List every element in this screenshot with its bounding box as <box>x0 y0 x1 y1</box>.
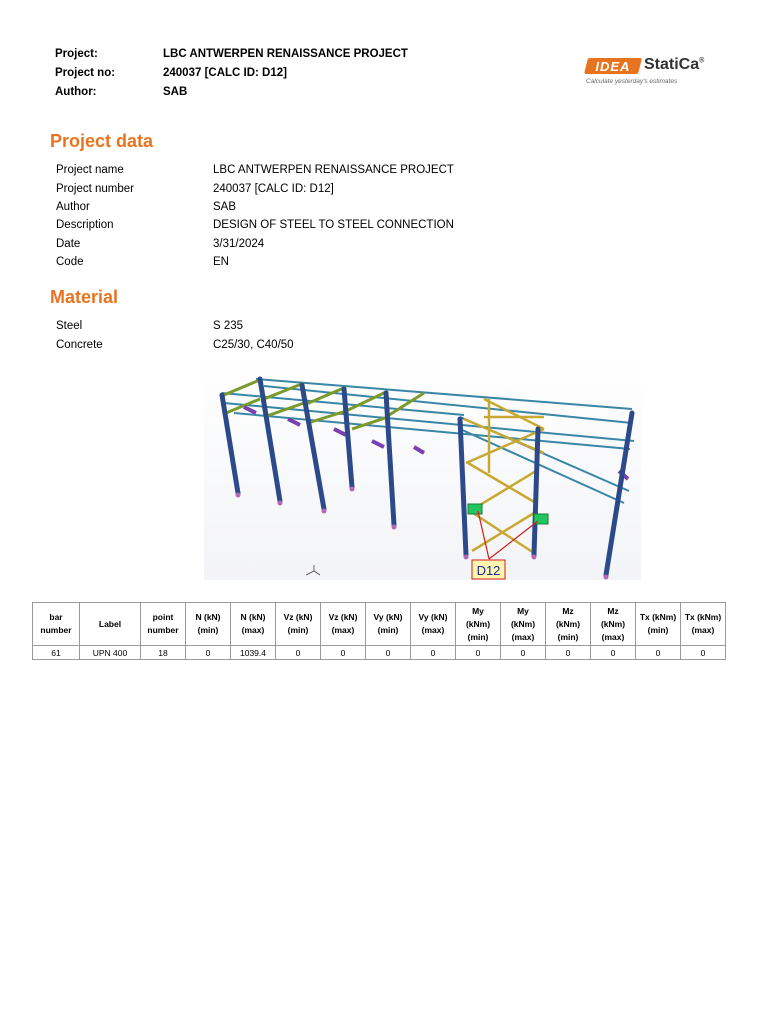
table-cell: 0 <box>636 646 681 660</box>
project-data-row <box>56 253 454 271</box>
connection-node <box>468 504 482 514</box>
header-line: Label <box>98 618 122 629</box>
row-value: C25/30, C40/50 <box>213 338 294 351</box>
logo-brand-box-text: IDEA <box>595 59 631 74</box>
project-data-row <box>56 198 454 216</box>
project-data-row <box>56 161 454 179</box>
column-header <box>546 603 591 646</box>
header-line: Mz <box>562 605 574 616</box>
row-value: EN <box>213 256 229 269</box>
logo-tagline: Calculate yesterday's estimates <box>586 78 678 85</box>
header-line: Vz (kN) <box>328 612 358 622</box>
row-value: LBC ANTWERPEN RENAISSANCE PROJECT <box>213 164 454 177</box>
header-line: (min) <box>557 631 579 642</box>
table-header-row <box>33 603 726 646</box>
header-line: (min) <box>287 625 309 635</box>
row-label: Date <box>56 237 81 250</box>
header-line: (max) <box>241 625 265 635</box>
header-line: (min) <box>467 631 489 642</box>
header-label: Project: <box>55 47 98 60</box>
header-line: (kNm) <box>600 618 626 629</box>
callout-label: D12 <box>476 563 501 578</box>
table-cell: 0 <box>276 646 321 660</box>
material-row <box>56 335 294 353</box>
table-cell: 0 <box>411 646 456 660</box>
yellow-braces <box>464 399 544 553</box>
row-value: SAB <box>213 200 237 213</box>
row-value: 240037 [CALC ID: D12] <box>213 182 334 195</box>
header-line: (kNm) <box>555 618 581 629</box>
internal-forces-table <box>32 602 726 660</box>
column-header <box>591 603 636 646</box>
header-line: Vy (kN) <box>373 612 403 622</box>
row-label: Code <box>56 256 84 269</box>
table-cell: 1039.4 <box>231 646 276 660</box>
header-line: (kNm) <box>510 618 536 629</box>
column-header <box>231 603 276 646</box>
idea-statica-logo <box>586 56 726 90</box>
column-header <box>321 603 366 646</box>
header-label: Project no: <box>55 66 116 79</box>
header-value: LBC ANTWERPEN RENAISSANCE PROJECT <box>163 47 408 60</box>
row-label: Project name <box>56 164 124 177</box>
header-line: bar <box>49 612 63 622</box>
steel-frame-3d-view <box>204 353 641 580</box>
table-cell: 0 <box>456 646 501 660</box>
material-title: Material <box>50 287 119 307</box>
header-line: number <box>40 625 72 635</box>
column-header <box>186 603 231 646</box>
project-data-row <box>56 235 454 253</box>
table-cell: 0 <box>186 646 231 660</box>
table-cell: 0 <box>681 646 726 660</box>
logo-brand-word <box>644 56 704 74</box>
header-line: My <box>472 605 484 616</box>
axis-gizmo <box>306 565 320 575</box>
table-cell: 0 <box>366 646 411 660</box>
header-line: My <box>517 605 529 616</box>
logo-registered-mark: ® <box>699 57 705 65</box>
header-line: Tx (kNm) <box>684 612 722 622</box>
table-cell: 18 <box>141 646 186 660</box>
structural-model-image <box>204 353 641 580</box>
header-row-author <box>55 82 408 101</box>
row-label: Concrete <box>56 338 103 351</box>
logo-brand-box <box>584 58 642 74</box>
header-line: Vy (kN) <box>418 612 448 622</box>
header-row-project-no <box>55 63 408 82</box>
header-line: (kNm) <box>465 618 491 629</box>
project-data-list <box>56 161 454 271</box>
header-line: (max) <box>421 625 445 635</box>
row-value: S 235 <box>213 320 244 333</box>
header-line: (max) <box>331 625 355 635</box>
header-row-project <box>55 44 408 63</box>
project-data-row <box>56 216 454 234</box>
column-header <box>501 603 546 646</box>
table-row <box>33 646 726 660</box>
column-header <box>33 603 80 646</box>
material-row <box>56 317 294 335</box>
project-data-title: Project data <box>50 131 154 151</box>
logo-brand-word-text: StatiCa <box>644 56 700 73</box>
report-header <box>55 44 408 101</box>
material-list <box>56 317 294 354</box>
table-cell: 0 <box>546 646 591 660</box>
header-line: (min) <box>377 625 399 635</box>
header-line: Tx (kNm) <box>639 612 677 622</box>
header-line: N (kN) <box>240 612 266 622</box>
column-header <box>80 603 141 646</box>
row-label: Project number <box>56 182 134 195</box>
column-header <box>636 603 681 646</box>
header-label: Author: <box>55 85 97 98</box>
header-line: Vz (kN) <box>283 612 313 622</box>
header-line: (min) <box>647 625 669 635</box>
header-line: number <box>147 625 179 635</box>
table-cell: 61 <box>33 646 80 660</box>
table-cell: 0 <box>591 646 636 660</box>
column-header <box>681 603 726 646</box>
column-header <box>276 603 321 646</box>
header-value: 240037 [CALC ID: D12] <box>163 66 287 79</box>
header-line: Mz <box>607 605 619 616</box>
row-value: DESIGN OF STEEL TO STEEL CONNECTION <box>213 219 454 232</box>
header-line: N (kN) <box>195 612 221 622</box>
row-label: Author <box>56 200 90 213</box>
table-cell: 0 <box>501 646 546 660</box>
column-header <box>141 603 186 646</box>
header-line: (max) <box>691 625 715 635</box>
project-data-row <box>56 179 454 197</box>
row-value: 3/31/2024 <box>213 237 265 250</box>
roof-beams <box>222 379 634 503</box>
table-cell: UPN 400 <box>80 646 141 660</box>
column-bases <box>236 487 609 580</box>
header-line: point <box>152 612 174 622</box>
row-label: Description <box>56 219 114 232</box>
column-header <box>366 603 411 646</box>
header-line: (max) <box>511 631 535 642</box>
header-line: (min) <box>197 625 219 635</box>
header-value: SAB <box>163 85 188 98</box>
column-header <box>456 603 501 646</box>
column-header <box>411 603 456 646</box>
table-cell: 0 <box>321 646 366 660</box>
row-label: Steel <box>56 320 83 333</box>
header-line: (max) <box>601 631 625 642</box>
